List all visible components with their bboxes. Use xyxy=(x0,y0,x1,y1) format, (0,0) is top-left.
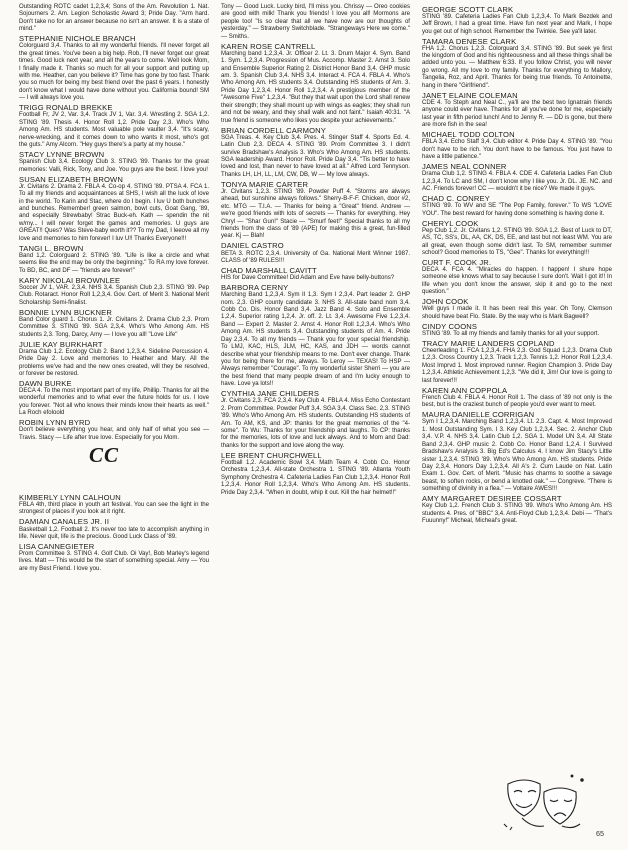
senior-name: DAMIAN CANALES JR. II xyxy=(19,517,110,527)
senior-name: JOHN COOK xyxy=(422,297,469,307)
senior-name: BARBORA CERNY xyxy=(221,283,289,293)
entry-text: Jr. Civitans 1,2,3. STING '89. Powder Puff 4. "Storms are always ahead, but sunshine always follows." Sherry-B-F-F. Chicken, door #2, etc. MTG — T.I.A. — Thanks for being a "Great" friend. Andrew — we're good friends with lots of secrets — Thanks for everything. Hey Chryl — "Shar Gun!" Stacie — "Smurf feet!" Special thanks to all my friends from the class of '89 (APE) for making this a great, fun-filled year. Kj — Blah! xyxy=(221,188,410,240)
senior-name: AMY MARGARET DESIREE COSSART xyxy=(422,494,562,504)
senior-name: TRACY MARIE LANDERS COPLAND xyxy=(422,338,555,348)
entry-text: Basketball 1,2. Football 2. It's never too late to accomplish anything in life. Never quit, life is the precious. Good Luck Class of '89. xyxy=(19,526,209,540)
entry-text: Band 1,2. Colorguard 2. STING '89. "Life is like a circle and what seems like the end may be only the beginning." To RA my love forever. To BD, BC, and DF — "friends are forever!" xyxy=(19,252,209,274)
entry-text: SGA Treas. 4. Key Club 3,4. Pres. 4. Stinger Staff 4. Sports Ed. 4. Latin Club 2,3. DECA 4. STING '89. Prom Committee 3. I didn't survive Bradshaw's Analysis 3. Who's Who Among Am. HS students. SGA leadership Award. Honor Roll. Pride Day 3,4. "Tis better to have loved and lost, than never to have loved at all." Alfred Lord Tennyson. Thanks LH, LH, LL, LM, CW, DB, W — My love always. xyxy=(221,134,410,178)
column-middle xyxy=(221,4,410,497)
entry-text: Spanish Club 3,4. Ecology Club 3. STING '89. Thanks for the great memories: Valli, Rick, Tony, and Joe. You guys are the best. I love you! xyxy=(19,159,209,173)
theater-masks-icon xyxy=(502,772,588,836)
senior-name: JULIE KAY BURKHART xyxy=(19,339,103,349)
entry-text: Well guys I made it. It has been real this year. Oh Tony, Clemson should have beat Flo. State. By the way who is Mark Bagwell? xyxy=(422,306,612,320)
entry-text: FHA 1,2. Chorus 1,2,3. Colorguard 3,4. STING '89. But seek ye first the kingdom of God and his righteousness and all these things shall be added unto you. — Matthew 6:33. If you follow Christ, you will never go wrong. All my love to my family. Thanks for everything to Mallory, Tangelia, Roz, and April. Thanks for being true friends. To Antoinette, hang in there "Girlfriend". xyxy=(422,45,612,89)
senior-name: JANET ELAINE COLEMAN xyxy=(422,90,518,100)
senior-name: GEORGE SCOTT CLARK xyxy=(422,4,514,14)
entry-text: Key Club 1,2. French Club 3. STING '89. Who's Who Among Am. HS students 4. Pres. of "BBC" 3,4. Anti-Floyd Club 1,2,3,4. Debi — "That's Fuuunny!" Micheal, Micheal's great. xyxy=(422,503,612,525)
entry-text: FBLA 4th, third place in youth art festival. You can see the light in the strongest of places if you look at it right. xyxy=(19,501,209,516)
senior-name: LISA CANNEGIETER xyxy=(19,541,95,551)
senior-name: BRIAN CORDELL CARMONY xyxy=(221,125,326,135)
entry-text: Marching Band 1,2,3,4. Sym II 1,3. Sym I 2,3,4. Part leader 2. GHP nom. 2,3. GHP county candidate 3. NHS 3. All-state band nom 3,4. Cobb Co. Dis. Honor Band 3,4. Jazz Band 4. Solo and Ensemble 1,2,4. Superior rating 1,2,4. Jr. off. 2. Lt. 3,4. Awesome Five 1,2,3,4. Band — Expert 2. Master 2. Amst 4. Honor Roll 1,2,3,4. Who's Who Among Am. HS students 3,4. Outstanding students of Am. 4. Pride Day 2,3,4. To all my friends — Thank you for your special friendship. To LMJ, KAC, HLS, JLM, HC, KAS, and JDH — words cannot describe what your friendship means to me. Don't ever change. Thank you for being there for me, always. To Leroy — TEXAS! To HSP — Always remember "Courage". To my wonderful sister Sherri — you are the best friend that many people dream of and I'm lucky enough to have. Love ya lots!! xyxy=(221,292,410,388)
cc-handwritten-mark: CC xyxy=(89,443,120,468)
entry-text: Prom Committee 3. STING 4. Golf Club. Oi Vay!, Bob Marley's legend lives. Matt — This would be the start of something special. Amy — You are my Best Friend. I love you. xyxy=(19,551,209,572)
entry-text: Pep Club 1,2. Jr. Civitans 1,2. STING '89. SGA 1,2. Best of Luck to DT, AS, TC, SS's, DL, AA, CK, DS, EE, and last but not least WM. You are all great, even though some didn't last. To SM, remember summer school? Good memories to TS, "Gee". Thanks for everything!!! xyxy=(422,227,612,256)
entry-text: Drama Club 1,2. Ecology Club 2. Band 1,2,3,4. Sideline Percussion 4. Pride Day 2. Love and memories to Heather and Mary. All the problems we've had and the new ones created, will they be resolved, or forever be restored. xyxy=(19,348,209,377)
page-number: 65 xyxy=(596,829,604,838)
entry-text: HIS for Dave Committee! Did Adam and Eve have belly-buttons? xyxy=(221,275,395,282)
entry-text: STING '89. To WV and SE "The Pop Family, forever." To WS "LOVE YOU". The best reward for having done something is having done it. xyxy=(422,203,612,217)
senior-name: KARY NIKOLAI BROWNLEE xyxy=(19,275,121,285)
senior-name: TONYA MARIE CARTER xyxy=(221,179,309,189)
senior-name: LEE BRENT CHURCHWELL xyxy=(221,450,322,460)
entry-text: Marching band 1,2,3,4. Jr. Officer 2. Lt. 3. Drum Major 4. Sym. Band 1. Sym. 1,2,3,4. Progression of Mus. Accomp. Master 2. Amst 3. Solo and Ensemble Superior Rating 2. District Honor Band 3,4. GHP music am. 3. Spanish Club 3,4. NHS 3,4. Interact 4. FCA 4. FBLA 4. Who's Who Among Am. HS students 3,4. Outstanding HS students of Am. 3. Pride Day 1,2,3,4. Honor Roll 1,2,3,4. A prestigious member of the "Awesome Five" 1,2,3,4. "But they that wait upon the Lord shall renew their strength; they shall mount up with wings as eagles; they shall run and not be weary, and they shall walk and not faint." Isaiah 40:31. "A true friend is someone who likes you despite your achievements." xyxy=(221,50,410,124)
entry-text: Football Fr, JV 2, Var. 3,4. Track JV 1, Var. 3,4. Wrestling 2. SGA 1,2. STING '89. Thesis 4. Honor Roll 1,2. Pride Day 2,3. Who's Who Among Am. HS students. Most valuable pole vaulter 3,4. "It's scary, nerve-wrecking, and it comes down to who wants it most, who's got the guts." Amy Alcorn. "Hey guys there's a party at my house." xyxy=(19,112,209,149)
senior-name: CINDY COONS xyxy=(422,321,478,331)
senior-name: MAURA DANIELLE CORRIGAN xyxy=(422,410,535,420)
senior-name: KAREN ROSE CANTRELL xyxy=(221,41,316,51)
senior-name: TRIGG RONALD BREKKE xyxy=(19,103,113,113)
senior-name: KIMBERLY LYNN CALHOUN xyxy=(19,492,121,502)
entry-text: Sym I 1,2,3,4. Marching Band 1,2,3,4. Lt. 2,3. Capt. 4. Most Improved 1. Most Outstanding Sym. I 3. Key Club 1,2,3,4. Sec. 2. Anchor Club 3,4. V.P. 4. NHS 3,4. Latin Club 1,2. SGA 1. Model UN 3,4. All State Band 2,3,4. GHP music 2. Cobb Co. Honor Band 1,2,4. I Survived Bradshaw's Analysis 3. Big Ed's Calculus 4. I know Jim Stacy's Little sister 1,2,3,4. STING '89. Who's Who Among Am. HS students. Pride Day 2,3,4. Honors Day 1,2,3,4. All A's 2. Cum Laude on Nat. Latin Exam 1. Gov. Cert. of Merit. "Music has charms to soothe a savage beast, to soften rocks, or bend a knotted oak." — Congreve. "There is something of divinity in a flea." — Voltaire AWES!!! xyxy=(422,419,612,493)
entry-text: Colorguard 3,4. Thanks to all my wonderful friends. I'll never forget all the great times. You've been a big help. Rob, I'll never forget our great times. Good luck next year, and all the years to come. Well look Mom, I finally made it. Thanks so much for all your support and putting up with me. Heather, can you believe it? Time has gone by too fast. Thank you so much for being my best friend over the past 6 years. I honestly don't know what I would have done without you. California bound! SM — I will always love you. xyxy=(19,43,209,102)
entry-text: DECA 4. To the most important part of my life, Phillip. Thanks for all the wonderful memories and to what ever the future holds for us. I love you forever. "Not all who knows their minds know their hearts as well." La Roch efoloold xyxy=(19,388,210,417)
entry-text: Cheerleading 1. FCA 1,2,3,4. FHA 2,3. God Squad 1,2,3. Drama Club 1,2,3. Cross Country 1,2,3. Track 1,2,3. Tennis 1,2. Honor Roll 1,2,3,4. Most Imprvd 1. Most improved runner. Region Champion 3. Pride Day 1,2,3,4. Athletic Achievement 1,2,3. "We did it, Jim! Our love is going to last forever!!! xyxy=(422,348,612,384)
senior-name: CHERYL COOK xyxy=(422,218,479,228)
senior-name: BONNIE LYNN BUCKNER xyxy=(19,307,113,317)
senior-name: MICHAEL TODD COLTON xyxy=(422,130,515,140)
entry-text: Jr. Civitans 2,3. FCA 2,3,4. Key Club 4. FBLA 4. Miss Echo Contestant 2. Prom Committee. Powder Puff 3,4. SGA 3,4. Class Sec. 2,3. STING '89. Who's Who Among Am. HS students. Outstanding HS students of Am. To AM, KS, and JP: thanks for the great memories of the "4-some". To Wu: Thanks for your friendship and laughs. To CP: thanks for the memories, lots of love and luck always. And to Mom and Dad: thanks for the support and love along the way. xyxy=(221,398,410,449)
column-left xyxy=(19,4,209,573)
entry-text: Tony — Good Luck. Lucky bird, I'll miss you. Chrissy — Oreo cookies are good with milk! Thank you friends! I love you all! Mormons are people too! "Is so clear that all we have now are our thoughts of yesterday." — Strawberry Switchblade. "Strangeways Here we come." — Smiths. xyxy=(221,4,410,40)
senior-name: STEPHANIE NICHOLE BRANCH xyxy=(19,34,136,44)
senior-name: DANIEL CASTRO xyxy=(221,241,284,251)
entry-text: Soccer JV 1, VAR. 2,3,4. NHS 3,4. Spanish Club 2,3. STING '89. Pep Club. Rotaract. Honor Roll 1,2,3,4. Gov. Cert. of Merit 3. National Merit Scholarship Semi-finalist. xyxy=(19,284,209,306)
entry-text: Drama Club 1,2. STING 4. FBLA 4. CDE 4. Cafeteria Ladies Fan Club 1,2,3,4. To LC and SM, I don't know why I like you. Jr. DL. JE. NC. and AC. Friends forever! CC — wouldn't it be nice? We made it guys. xyxy=(422,171,612,193)
entry-text: French Club 4. FBLA 4. Honor Roll 1. The class of '89 not only is the best, but is the craziest bunch of people you'd ever want to meet. xyxy=(422,394,612,409)
entry-text: FBLA 3,4. Echo Staff 3,4. Club editor 4. Pride Day 4. STING '89. "You don't have to be rich. You don't have to be famous. You just have to have a little patience." xyxy=(422,139,612,161)
entry-text: Football 1,2. Academic Bowl 3,4. Math Team 4. Cobb Co. Honor Orchestra 1,2,3,4. All-state Orchestra 1. STING '89. Atlanta Youth Symphony Orchestra 4. Cafeteria Ladies Fan Club 1,2,3,4. Honor Roll 1,2,3,4. Honor Roll 1,2,3,4. Who's Who Among Am. HS students. Pride Day 2,3,4. "When in doubt, whip it out. Kill the hair helmet!!" xyxy=(221,460,410,496)
entry-text: STING '89. To all my friends and family thanks for all your support. xyxy=(422,330,600,337)
senior-name: CURT F. COOK JR. xyxy=(422,257,492,267)
senior-name: JAMES NEAL CONNER xyxy=(422,162,507,172)
senior-name: ROBIN LYNN BYRD xyxy=(19,418,91,428)
column-right xyxy=(422,4,612,526)
entry-text: Band Color guard 1. Chorus 1. Jr. Civitans 2. Drama Club 2,3. Prom Committee 3. STING '89. SGA 2,3,4. Who's Who Among Am. HS students 2,3. Tong, Darcy, Amy — I love you all! "Love Life" xyxy=(19,316,209,338)
senior-name: SUSAN ELIZABETH BROWN xyxy=(19,174,123,184)
senior-name: DAWN BURKE xyxy=(19,378,72,388)
entry-text: CDE 4. To Steph and Neal C., ya'll are the best two Ignatrain friends anyone could ever have. Thanks for all you've done for me, especially last year in fifth period lunch! And to Jenny R. — DD is gone, but there are more fish in the sea! xyxy=(422,99,612,129)
entry-text: BETA 3. ROTC 2,3,4. University of Ga. National Merit Winner 1987. CLASS of '89 RULES!!! xyxy=(221,250,410,264)
senior-name: TANGI L. BROWN xyxy=(19,243,84,253)
senior-name: CHAD MARSHALL CAVITT xyxy=(221,266,317,275)
entry-text: Outstanding ROTC cadet 1,2,3,4; Sons of the Am. Revolution 1. Nat. Sojourners 2. Am. Legion Scholastic Award 3; Pride Day. "Arm hard. Don't take no for an answer because no isn't an answer. It is a state of mind." xyxy=(19,4,209,33)
senior-name: STACY LYNNE BROWN xyxy=(19,150,105,160)
senior-name: KAREN ANN COPPOLA xyxy=(422,385,508,395)
entry-text: Don't believe everything you hear, and only half of what you see — Travis. Stacy — Life after true love. Especially for you Mom. xyxy=(19,427,209,441)
senior-name: TAMARA DENESE CLARK xyxy=(422,36,517,46)
senior-name: CHAD C. CONREY xyxy=(422,194,490,204)
entry-text: STING '89. Cafeteria Ladies Fan Club 1,2,3,4. To Mark Bezdek and Jeff Brown, I had a great time. Have fun next year and Mark, I hope you get out of high school. Remember the Twinkie. See ya'll later. xyxy=(422,13,612,35)
entry-text: Jr. Civitans 2. Drama 2. FBLA 4. Co-op 4. STING '89. PTSA 4. FCA 1. To all my friends and acquaintances at SHS, I wish all the luck of love in the world. To Karin and Stac, where do I begin. I luv U both bunches and bunches. Remember! green salmon, bowl cuts, Goat Gang, '89, and especially Strewbaby! Strac Buck-eh. Kath — spendin the nit w/my... I will never forget the games and memories. U guys are GREAT!! Ques? Was Steve-baby worth it?? To my Dad, I leeove all my love and memories to him forever! I luv U!! Thanks Everyone!!! xyxy=(19,183,209,242)
senior-name: CYNTHIA JANE CHILDERS xyxy=(221,389,320,399)
entry-text: DECA 4. FCA 4. "Miracles do happen. I happen! I shure hope someone else knows what to say because I sure don't. Wait I got it!! In life when you don't know the answer, skip it and go to the next question." xyxy=(422,267,612,296)
cc-signature-area xyxy=(19,442,209,492)
